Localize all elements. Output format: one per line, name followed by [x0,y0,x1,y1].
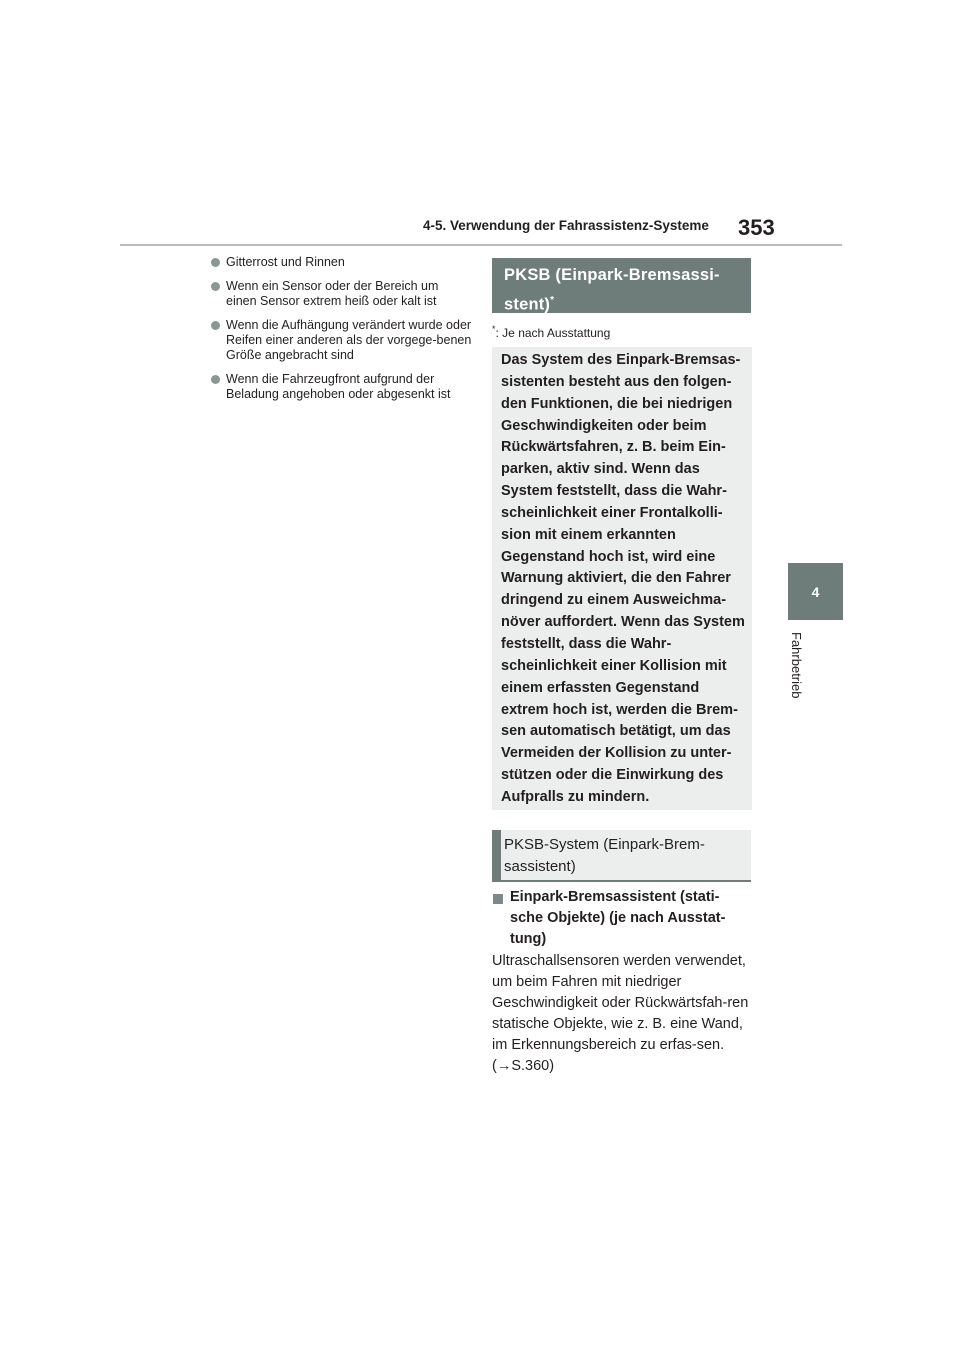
chapter-label-wrapper [786,632,810,702]
bullet-icon [211,282,220,291]
pksb-heading-box [492,258,751,313]
footnote-text: : Je nach Ausstattung [495,326,611,340]
bullet-icon [211,375,220,384]
chapter-label: Fahrbetrieb [789,632,804,699]
chapter-tab: 4 [788,563,843,620]
bullet-icon [211,258,220,267]
system-heading: PKSB-System (Einpark-Brem-sassistent) [504,836,705,875]
square-bullet-icon [493,894,503,904]
intro-text: Das System des Einpark-Bremsas-sistenten besteht aus den folgen-den Funktionen, die bei niedrigen Geschwindigkeiten oder beim Rückwärtsfahren, z. B. beim Ein-parken, aktiv sind. Wenn das System feststellt, dass die Wahr-scheinlichkeit einer Frontalkolli-sion mit einem erkannten Gegenstand hoch ist, wird eine Warnung aktiviert, die den Fahrer dringend zu einem Ausweichma-növer auffordert. Wenn das System feststellt, dass die Wahr-scheinlichkeit einer Kollision mit einem erfassten Gegenstand extrem hoch ist, werden die Brem-sen automatisch betätigt, um das Vermeiden der Kollision zu unter-stützen oder die Einwirkung des Aufpralls zu mindern. [501,352,745,805]
pksb-heading [504,262,748,318]
list-item-text: Gitterrost und Rinnen [226,255,345,269]
heading-accent-bar [492,830,501,880]
list-item [210,279,472,309]
intro-box [492,347,752,810]
list-item-text: Wenn die Fahrzeugfront aufgrund der Beladung angehoben oder abgesenkt ist [226,372,451,401]
system-heading-rule [492,880,751,882]
list-item-text: Wenn ein Sensor oder der Bereich um einen Sensor extrem heiß oder kalt ist [226,279,439,308]
sub-heading: Einpark-Bremsassistent (stati-sche Objekte) (je nach Ausstat-tung) [510,889,726,947]
list-item [210,372,472,402]
header-divider [120,244,842,246]
footnote-marker: * [492,324,496,334]
list-item [210,255,472,270]
pksb-heading-marker: * [550,295,555,306]
list-item-text: Wenn die Aufhängung verändert wurde oder Reifen einer anderen als der vorgege-benen Größe angebracht sind [226,318,472,362]
page-number: 353 [738,215,775,240]
condition-list [210,255,472,411]
section-title: 4-5. Verwendung der Fahrassistenz-Systeme [423,218,709,233]
footnote [492,324,610,340]
bullet-icon [211,321,220,330]
system-heading-box [492,830,751,880]
pksb-heading-text: PKSB (Einpark-Bremsassi-stent) [504,266,720,314]
list-item [210,318,472,363]
body-paragraph: Ultraschallsensoren werden verwendet, um beim Fahren mit niedriger Geschwindigkeit oder Rückwärtsfah-ren statische Objekte, wie z. B. eine Wand, im Erkennungsbereich zu erfas-sen. (→S.360) [492,953,749,1074]
